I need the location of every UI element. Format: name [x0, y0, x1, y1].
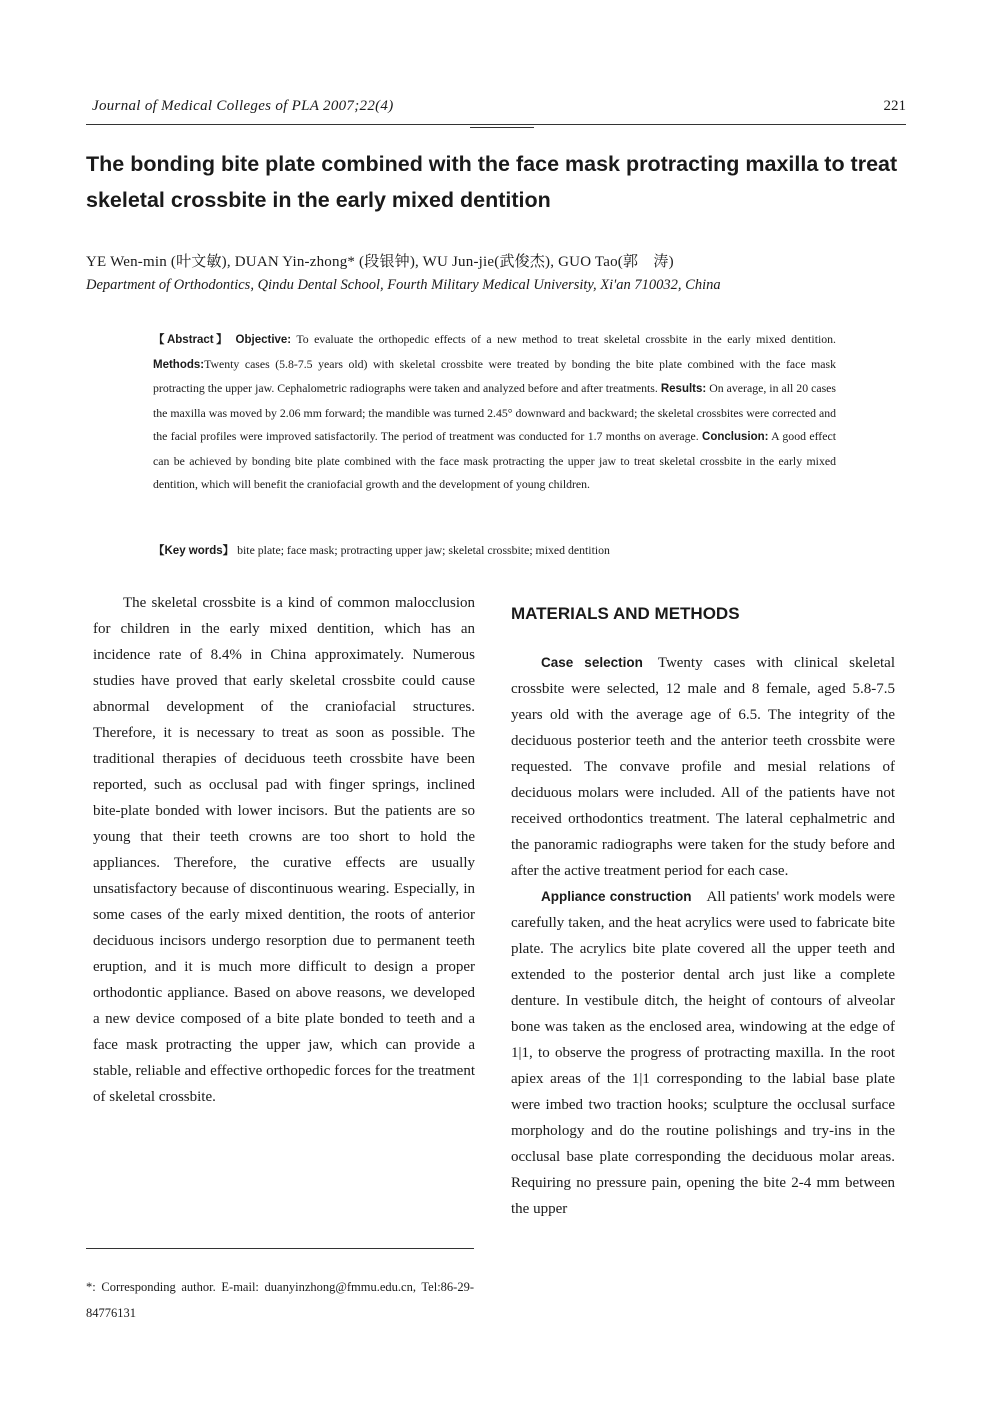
page-number: 221: [883, 98, 906, 114]
appliance-heading: Appliance construction: [541, 889, 692, 904]
author-list: YE Wen-min (叶文敏), DUAN Yin-zhong* (段银钟), WU Jun-jie(武俊杰), GUO Tao(郭 涛): [86, 254, 674, 270]
body-column-left: [93, 590, 475, 1110]
conclusion-text: A good effect can be achieved by bonding bite plate combined with the face mask protracting the upper jaw to treat skeletal crossbite in the early mixed dentition, which will benefit the craniofacial growth and the development of young children.: [153, 429, 836, 491]
results-text: On average, in all 20 cases the maxilla was moved by 2.06 mm forward; the mandible was turned 2.45° downward and backward; the skeletal crossbites were corrected and the facial profiles were improved satisfactorily. The period of treatment was conducted for 1.7 months on average.: [153, 381, 836, 443]
case-selection-text: Twenty cases with clinical skeletal crossbite were selected, 12 male and 8 female, aged 5.8-7.5 years old with the average age of 6.5. The integrity of the deciduous posterior teeth and the anterior teeth crossbite were requested. The convave profile and mesial relations of deciduous molars were included. All of the patients have not received orthodontics treatment. The lateral cephalmetric and the panoramic radiographs were taken for the study before and after the active treatment period for each case.: [511, 655, 895, 879]
results-label: Results:: [660, 383, 707, 395]
keywords-label: 【Key words】: [153, 545, 235, 557]
header-rule: [86, 124, 906, 125]
case-selection-paragraph: [511, 650, 895, 884]
running-header-journal: Journal of Medical Colleges of PLA 2007;22(4): [92, 98, 394, 114]
intro-paragraph: The skeletal crossbite is a kind of common malocclusion for children in the early mixed dentition, which has an incidence rate of 8.4% in China approximately. Numerous studies have proved that early skeletal crossbite could cause abnormal development of the craniofacial structures. Therefore, it is necessary to treat as soon as possible. The traditional therapies of deciduous teeth crossbite have been reported, such as occlusal pad with finger springs, inclined bite-plate bonded with lower incisors. But the patients are so young that their teeth crowns are too short to hold the appliances. Therefore, the curative effects are usually unsatisfactory because of discontinuous wearing. Especially, in some cases of the early mixed dentition, the roots of anterior deciduous incisors undergo resorption due to permanent teeth eruption, and it is much more difficult to design a proper orthodontic appliance. Based on above reasons, we developed a new device composed of a bite plate bonded to teeth and a face mask protracting the upper jaw, which can provide a stable, reliable and effective orthopedic forces for the treatment of skeletal crossbite.: [93, 595, 475, 1105]
objective-label: Objective:: [235, 334, 292, 346]
appliance-paragraph: [511, 884, 895, 1222]
conclusion-label: Conclusion:: [702, 431, 769, 443]
appliance-text: All patients' work models were carefully taken, and the heat acrylics were used to fabricate bite plate. The acrylics bite plate covered all the upper teeth and extended to the posterior dental arch just like a complete denture. In vestibule ditch, the height of contours of alveolar bone was taken as the enclosed area, windowing at the edge of 1|1, to observe the progress of protracting maxilla. In the root apiex areas of the 1|1 corresponding to the labial base plate were imbed two traction hooks; sculpture the occlusal surface morphology and do the routine polishings and try-ins in the occlusal base plate corresponding the deciduous molar areas. Requiring no pressure pain, opening the bite 2-4 mm between the upper: [511, 889, 895, 1217]
affiliation: Department of Orthodontics, Qindu Dental School, Fourth Military Medical University, Xi'an 710032, China: [86, 277, 721, 293]
methods-label: Methods:: [153, 358, 205, 371]
case-selection-heading: Case selection: [541, 655, 643, 670]
keywords-text: bite plate; face mask; protracting upper jaw; skeletal crossbite; mixed dentition: [237, 543, 610, 557]
section-heading: MATERIALS AND METHODS: [511, 604, 740, 623]
header-rule-accent: [470, 127, 534, 128]
body-column-right: [511, 600, 895, 1222]
corresponding-author-footnote: *: Corresponding author. E-mail: duanyinzhong@fmmu.edu.cn, Tel:86-29-84776131: [86, 1280, 474, 1320]
paper-title: The bonding bite plate combined with the face mask protracting maxilla to treat skeletal crossbite in the early mixed dentition: [86, 152, 898, 212]
objective-text: To evaluate the orthopedic effects of a new method to treat skeletal crossbite in the early mixed dentition.: [296, 332, 837, 346]
footnote-rule: [86, 1248, 474, 1249]
methods-text: Twenty cases (5.8-7.5 years old) with skeletal crossbite were treated by bonding the bite plate combined with the face mask protracting the upper jaw. Cephalometric radiographs were taken and analyzed before and after treatments.: [153, 356, 836, 395]
abstract: [153, 328, 836, 497]
keywords: [153, 542, 836, 558]
abstract-label: 【Abstract】: [153, 334, 231, 346]
